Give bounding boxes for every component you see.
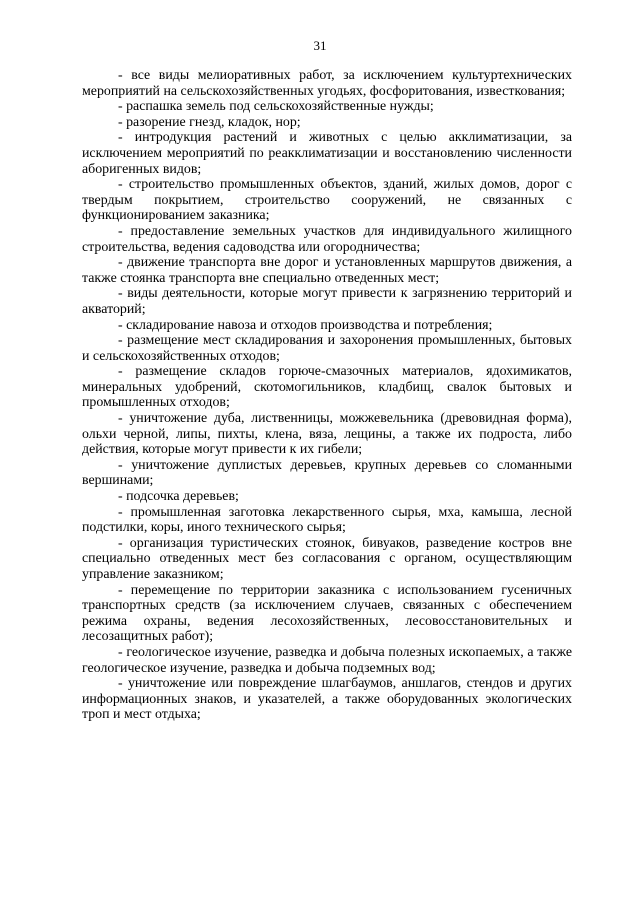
paragraph: - виды деятельности, которые могут привести к загрязнению территорий и акваторий; — [82, 286, 572, 317]
paragraph: - размещение складов горюче-смазочных материалов, ядохимикатов, минеральных удобрений, скотомогильников, кладбищ, свалок бытовых и промышленных отходов; — [82, 364, 572, 411]
paragraph: - разорение гнезд, кладок, нор; — [118, 114, 301, 130]
paragraph: - уничтожение дуплистых деревьев, крупных деревьев со сломанными вершинами; — [82, 457, 572, 489]
paragraph: - строительство промышленных объектов, зданий, жилых домов, дорог с твердым покрытием, строительство сооружений, не связанных с функционированием заказника; — [82, 177, 572, 224]
paragraph: - перемещение по территории заказника с использованием гусеничных транспортных средств (за исключением случаев, связанных с обеспечением режима охраны, ведения лесохозяйственных, лесовосстановительных и лесозащитных работ); — [82, 582, 572, 645]
paragraph: - предоставление земельных участков для индивидуального жилищного строительства, ведения садоводства или огородничества; — [82, 223, 572, 255]
document-body — [82, 68, 572, 723]
paragraph: - уничтожение дуба, лиственницы, можжевельника (древовидная форма), ольхи черной, липы, пихты, клена, вяза, лещины, а также их подроста, либо действия, которые могут привести к их гибели; — [82, 411, 572, 458]
paragraph: - уничтожение или повреждение шлагбаумов, аншлагов, стендов и других информационных знаков, и указателей, а также оборудованных экологических троп и мест отдыха; — [82, 676, 572, 723]
paragraph: - промышленная заготовка лекарственного сырья, мха, камыша, лесной подстилки, коры, иного технического сырья; — [82, 504, 572, 536]
paragraph: - организация туристических стоянок, бивуаков, разведение костров вне специально отведенных мест без согласования с органом, осуществляющим управление заказником; — [82, 535, 572, 582]
paragraph: - геологическое изучение, разведка и добыча полезных ископаемых, а также геологическое изучение, разведка и добыча подземных вод; — [82, 644, 572, 676]
paragraph: - размещение мест складирования и захоронения промышленных, бытовых и сельскохозяйственных отходов; — [82, 333, 572, 364]
paragraph: - движение транспорта вне дорог и установленных маршрутов движения, а также стоянка транспорта вне специально отведенных мест; — [82, 255, 572, 286]
paragraph: - все виды мелиоративных работ, за исключением культуртехнических мероприятий на сельскохозяйственных угодьях, фосфоритования, известкования; — [82, 68, 572, 99]
paragraph: - распашка земель под сельскохозяйственные нужды; — [118, 99, 434, 115]
page-number: 31 — [313, 38, 327, 53]
paragraph: - интродукция растений и животных с целью акклиматизации, за исключением мероприятий по реакклиматизации и восстановлению численности аборигенных видов; — [82, 130, 572, 177]
paragraph: - складирование навоза и отходов производства и потребления; — [118, 317, 493, 333]
paragraph: - подсочка деревьев; — [118, 489, 239, 505]
